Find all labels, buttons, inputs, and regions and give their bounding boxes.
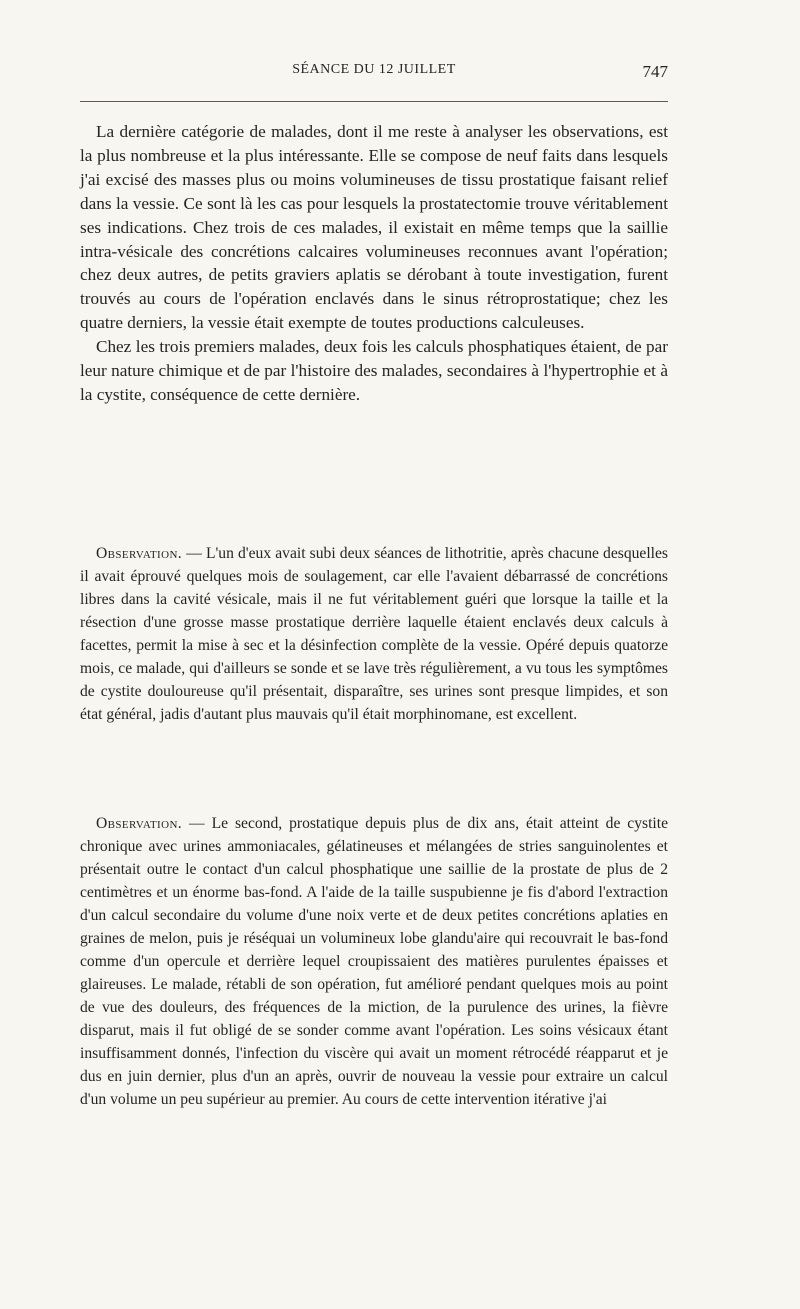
observation-2-paragraph bbox=[80, 812, 668, 1111]
header-rule bbox=[80, 101, 668, 102]
running-title: SÉANCE DU 12 JUILLET bbox=[292, 62, 456, 77]
running-header bbox=[80, 62, 668, 86]
observation-1-paragraph bbox=[80, 542, 668, 726]
main-text bbox=[80, 120, 668, 407]
observation-1-text: — L'un d'eux avait subi deux séances de lithotritie, après chacune desquelles il avait éprouvé quelques mois de soulagement, car elle l'avaient débarrassé de concrétions libres dans la cavité vésicale, mais il ne fut véritablement guéri que lorsque la taille et la résection d'une grosse masse prostatique derrière laquelle étaient enclavés deux calculs à facettes, permit la mise à sec et la désinfection complète de la vessie. Opéré depuis quatorze mois, ce malade, qui d'ailleurs se sonde et se lave très régulièrement, a vu tous les symptômes de cystite douloureuse qu'il présentait, disparaître, ses urines sont presque limpides, et son état général, jadis d'autant plus mauvais qu'il était morphinomane, est excellent. bbox=[80, 545, 668, 723]
paragraph-2: Chez les trois premiers malades, deux fois les calculs phosphatiques étaient, de par leur nature chimique et de par l'histoire des malades, secondaires à l'hypertrophie et à la cystite, conséquence de cette dernière. bbox=[80, 337, 668, 404]
observation-2-text: — Le second, prostatique depuis plus de dix ans, était atteint de cystite chronique avec urines ammoniacales, gélatineuses et mélangées de stries sanguinolentes et présentait outre le contact d'un calcul phosphatique une saillie de la prostate de plus de 2 centimètres et un énorme bas-fond. A l'aide de la taille suspubienne je fis d'abord l'extraction d'un calcul secondaire du volume d'une noix verte et de deux petites concrétions aplaties en graines de melon, puis je réséquai un volumineux lobe glandu'aire qui recouvrait le bas-fond comme d'un opercule et derrière lequel croupissaient des matières purulentes épaisses et glaireuses. Le malade, rétabli de son opération, fut amélioré pendant quelques mois au point de vue des douleurs, des fréquences de la miction, de la purulence des urines, la fièvre disparut, mais il fut obligé de se sonder comme avant l'opération. Les soins vésicaux étant insuffisamment donnés, l'infection du viscère qui avait un moment rétrocédé réapparut et je dus en juin dernier, plus d'un an après, ouvrir de nouveau la vessie pour extraire un calcul d'un volume un peu supérieur au premier. Au cours de cette intervention itérative j'ai bbox=[80, 815, 668, 1108]
observation-2-label: Observation. bbox=[96, 815, 183, 832]
paragraph-1: La dernière catégorie de malades, dont il me reste à analyser les observations, est la plus nombreuse et la plus intéressante. Elle se compose de neuf faits dans lesquels j'ai excisé des masses plus ou moins volumineuses de tissu prostatique faisant relief dans la vessie. Ce sont là les cas pour lesquels la prostatectomie trouve véritablement ses indications. Chez trois de ces malades, il existait en même temps que la saillie intra-vésicale des concrétions calcaires volumineuses reconnues avant l'opération; chez deux autres, de petits graviers aplatis se dérobant à toute investigation, furent trouvés au cours de l'opération enclavés dans le sinus rétroprostatique; chez les quatre derniers, la vessie était exempte de toutes productions calculeuses. bbox=[80, 122, 668, 333]
observation-2 bbox=[80, 812, 668, 1111]
page-number: 747 bbox=[642, 62, 668, 81]
observation-1 bbox=[80, 542, 668, 726]
observation-1-label: Observation. bbox=[96, 545, 183, 562]
